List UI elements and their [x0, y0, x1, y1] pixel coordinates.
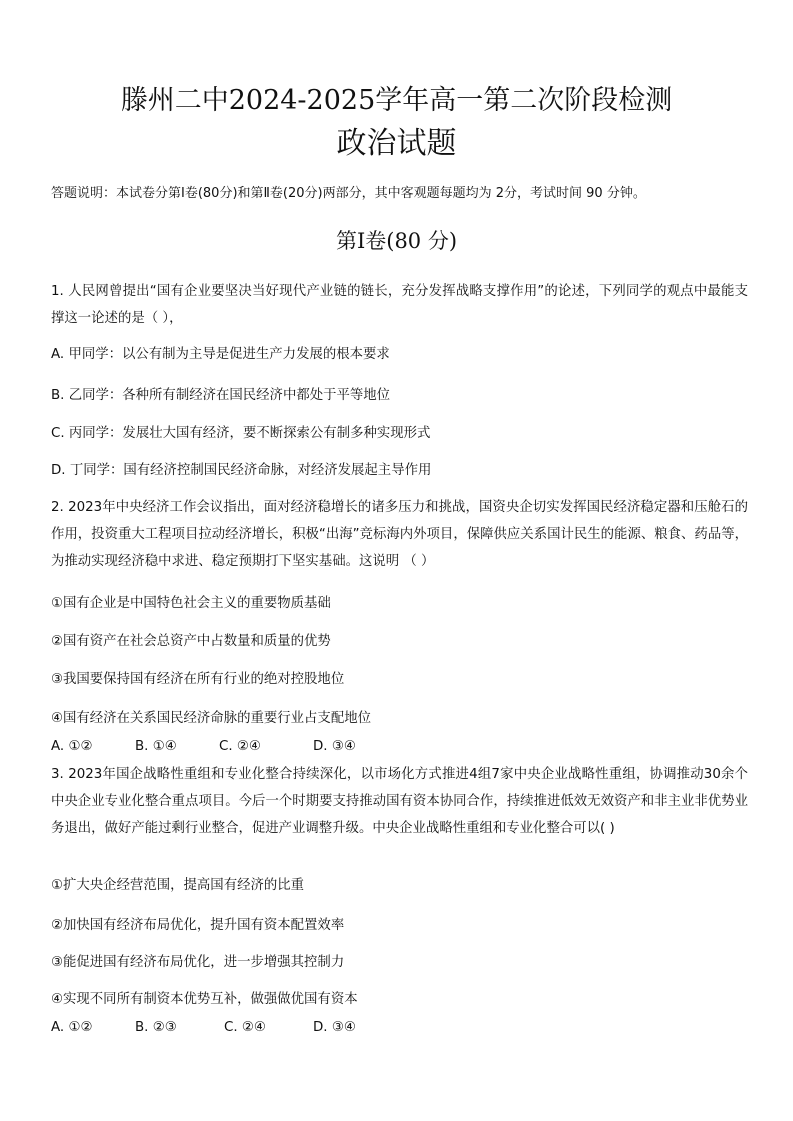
q2-answer-choices	[51, 737, 751, 757]
q2-stem: 2. 2023年中央经济工作会议指出，面对经济稳增长的诸多压力和挑战，国资央企切实发挥国民经济稳定器和压舱石的作用，投资重大工程项目拉动经济增长，积极“出海”竞标海内外项目，保障供应关系国计民生的能源、粮食、药品等，为推动实现经济稳中求进、稳定预期打下坚实基础。这说明 （ ）	[51, 500, 748, 569]
q3-statement-2: ②加快国有经济布局优化，提升国有资本配置效率	[51, 918, 345, 933]
q1-stem: 1. 人民网曾提出“国有企业要坚决当好现代产业链的链长，充分发挥战略支撑作用”的论述，下列同学的观点中最能支撑这一论述的是（ ），	[51, 284, 748, 326]
q3-choice-a: A. ①②	[51, 1020, 93, 1035]
q2-statement-1: ①国有企业是中国特色社会主义的重要物质基础	[51, 596, 331, 611]
q2-statement-3: ③我国要保持国有经济在所有行业的绝对控股地位	[51, 672, 345, 687]
exam-instructions: 答题说明：本试卷分第Ⅰ卷(80分)和第Ⅱ卷(20分)两部分，其中客观题每题均为 2分，考试时间 90 分钟。	[51, 186, 646, 201]
section-1-heading: 第Ⅰ卷(80 分)	[335, 229, 458, 253]
q3-choice-c: C. ②④	[224, 1020, 266, 1035]
q3-statement-1: ①扩大央企经营范围，提高国有经济的比重	[51, 878, 305, 893]
q2-statement-2: ②国有资产在社会总资产中占数量和质量的优势	[51, 634, 331, 649]
q3-statement-4: ④实现不同所有制资本优势互补，做强做优国有资本	[51, 992, 358, 1007]
q2-choice-b: B. ①④	[135, 739, 177, 754]
q3-answer-choices	[51, 1018, 751, 1038]
q3-choice-b: B. ②③	[135, 1020, 177, 1035]
q3-statement-3: ③能促进国有经济布局优化，进一步增强其控制力	[51, 955, 345, 970]
q3-stem: 3. 2023年国企战略性重组和专业化整合持续深化，以市场化方式推进4组7家中央企业战略性重组，协调推动30余个中央企业专业化整合重点项目。今后一个时期要支持推动国有资本协同合作，持续推进低效无效资产和非主业非优势业务退出，做好产能过剩行业整合，促进产业调整升级。中央企业战略性重组和专业化整合可以( )	[51, 767, 748, 836]
q1-option-c: C. 丙同学：发展壮大国有经济，要不断探索公有制多种实现形式	[51, 426, 431, 441]
q1-option-d: D. 丁同学：国有经济控制国民经济命脉，对经济发展起主导作用	[51, 463, 432, 478]
q1-option-b: B. 乙同学：各种所有制经济在国民经济中都处于平等地位	[51, 388, 391, 403]
q2-choice-c: C. ②④	[219, 739, 261, 754]
q2-choice-a: A. ①②	[51, 739, 93, 754]
q2-statement-4: ④国有经济在关系国民经济命脉的重要行业占支配地位	[51, 711, 371, 726]
exam-title: 滕州二中2024-2025学年高一第二次阶段检测	[120, 85, 673, 116]
q2-choice-d: D. ③④	[313, 739, 356, 754]
q1-option-a: A. 甲同学：以公有制为主导是促进生产力发展的根本要求	[51, 347, 390, 362]
exam-subtitle: 政治试题	[336, 126, 457, 161]
q3-choice-d: D. ③④	[313, 1020, 356, 1035]
